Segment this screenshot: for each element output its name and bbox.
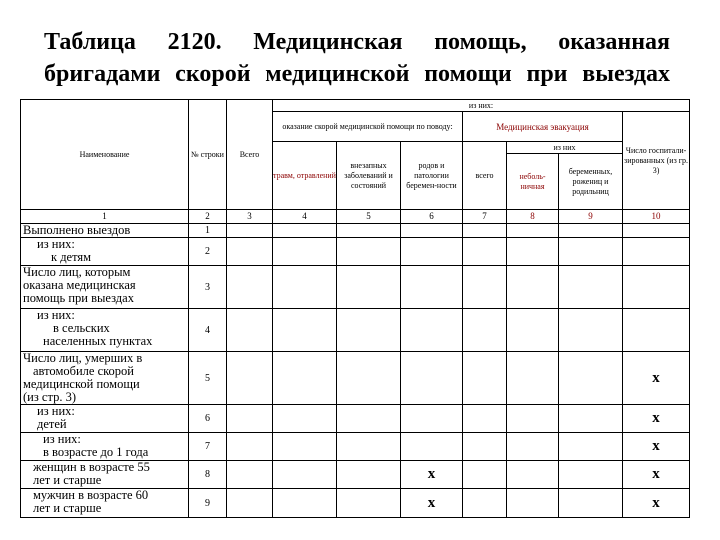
header-trauma: травм, отравлений	[273, 142, 337, 210]
data-cell-col-7[interactable]	[463, 238, 507, 266]
row-name-line: лет и старше	[33, 473, 102, 487]
row-name	[21, 352, 189, 405]
data-cell-col-3[interactable]	[227, 433, 273, 461]
row-name-line: в сельских	[53, 321, 110, 335]
row-number: 2	[189, 238, 227, 266]
data-cell-col-8[interactable]	[507, 489, 559, 518]
row-name-line: в возрасте до 1 года	[43, 445, 149, 459]
row-number: 1	[189, 224, 227, 238]
medical-aid-table	[20, 99, 690, 518]
header-of-them: из них:	[273, 100, 690, 112]
row-name	[21, 266, 189, 309]
row-name-line: Число лиц, которым	[23, 265, 131, 279]
col-number: 8	[507, 210, 559, 224]
row-number: 7	[189, 433, 227, 461]
data-cell-col-5[interactable]	[337, 405, 401, 433]
row-name-line: Число лиц, умерших в	[23, 351, 143, 365]
row-number: 5	[189, 352, 227, 405]
table-row	[21, 352, 690, 405]
col-number: 2	[189, 210, 227, 224]
page-title	[44, 26, 670, 90]
data-cell-col-4[interactable]	[273, 489, 337, 518]
col-number: 7	[463, 210, 507, 224]
data-cell-col-9[interactable]	[559, 352, 623, 405]
row-name-line: оказана медицинская	[23, 278, 136, 292]
data-cell-col-5[interactable]	[337, 352, 401, 405]
row-name-line: помощь при выездах	[23, 291, 134, 305]
data-cell-col-4[interactable]	[273, 266, 337, 309]
row-name-line: детей	[37, 417, 67, 431]
header-name: Наименование	[21, 100, 189, 210]
data-cell-col-9[interactable]	[559, 489, 623, 518]
row-name-line: лет и старше	[33, 501, 102, 515]
row-name	[21, 489, 189, 518]
data-cell-col-9[interactable]	[559, 461, 623, 489]
row-name-line: из них:	[43, 432, 81, 446]
data-cell-col-7[interactable]	[463, 309, 507, 352]
row-name-line: из них:	[37, 237, 75, 251]
data-cell-col-5[interactable]	[337, 266, 401, 309]
data-cell-col-3[interactable]	[227, 352, 273, 405]
data-cell-col-9[interactable]	[559, 224, 623, 238]
row-name-line: из них:	[37, 308, 75, 322]
data-cell-col-3[interactable]	[227, 405, 273, 433]
data-cell-col-7[interactable]	[463, 405, 507, 433]
row-number: 4	[189, 309, 227, 352]
col-number: 1	[21, 210, 189, 224]
data-cell-col-8[interactable]	[507, 224, 559, 238]
header-total: Всего	[227, 100, 273, 210]
data-cell-col-6[interactable]	[401, 352, 463, 405]
data-cell-col-4[interactable]	[273, 352, 337, 405]
data-cell-col-3[interactable]	[227, 489, 273, 518]
data-cell-col-10[interactable]	[623, 309, 690, 352]
table-row	[21, 405, 690, 433]
data-cell-col-7[interactable]	[463, 433, 507, 461]
table-row	[21, 489, 690, 518]
row-number: 9	[189, 489, 227, 518]
data-cell-col-6[interactable]: x	[401, 489, 463, 518]
header-evac-pregnant: беременных, рожениц и родильниц	[559, 154, 623, 210]
data-cell-col-8[interactable]	[507, 461, 559, 489]
data-cell-col-6[interactable]	[401, 405, 463, 433]
data-cell-col-4[interactable]	[273, 405, 337, 433]
data-cell-col-5[interactable]	[337, 238, 401, 266]
row-name	[21, 224, 189, 238]
data-cell-col-10[interactable]: x	[623, 352, 690, 405]
data-cell-col-6[interactable]	[401, 266, 463, 309]
data-cell-col-7[interactable]	[463, 352, 507, 405]
data-cell-col-3[interactable]	[227, 309, 273, 352]
row-name-line: медицинской помощи	[23, 377, 140, 391]
data-cell-col-3[interactable]	[227, 461, 273, 489]
data-cell-col-9[interactable]	[559, 238, 623, 266]
data-cell-col-6[interactable]	[401, 224, 463, 238]
row-name-line: Выполнено выездов	[23, 223, 131, 237]
table-row	[21, 224, 690, 238]
header-evac-total: всего	[463, 142, 507, 210]
row-name-line: из них:	[37, 404, 75, 418]
title-line-1: Таблица 2120. Медицинская помощь, оказанная	[44, 29, 670, 55]
row-number: 3	[189, 266, 227, 309]
header-sudden: внезапных заболеваний и состояний	[337, 142, 401, 210]
data-cell-col-7[interactable]	[463, 266, 507, 309]
data-cell-col-9[interactable]	[559, 266, 623, 309]
row-name	[21, 461, 189, 489]
data-cell-col-3[interactable]	[227, 224, 273, 238]
col-number: 9	[559, 210, 623, 224]
data-cell-col-5[interactable]	[337, 309, 401, 352]
data-cell-col-8[interactable]	[507, 238, 559, 266]
data-cell-col-7[interactable]	[463, 461, 507, 489]
table-row	[21, 461, 690, 489]
data-cell-col-8[interactable]	[507, 309, 559, 352]
table-body	[21, 224, 690, 518]
data-cell-col-8[interactable]	[507, 352, 559, 405]
data-cell-col-5[interactable]	[337, 461, 401, 489]
data-cell-col-8[interactable]	[507, 405, 559, 433]
header-evac-of-them: из них	[507, 142, 623, 154]
row-number: 6	[189, 405, 227, 433]
data-cell-col-4[interactable]	[273, 238, 337, 266]
col-number: 3	[227, 210, 273, 224]
row-name-line: населенных пунктах	[43, 334, 153, 348]
row-name-line: к детям	[51, 250, 92, 264]
data-cell-col-6[interactable]	[401, 238, 463, 266]
column-numbers-row	[21, 210, 690, 224]
row-name	[21, 405, 189, 433]
data-cell-col-10[interactable]	[623, 266, 690, 309]
col-number: 4	[273, 210, 337, 224]
header-childbirth: родов и патологии беремен-ности	[401, 142, 463, 210]
data-cell-col-5[interactable]	[337, 224, 401, 238]
table-row	[21, 238, 690, 266]
data-cell-col-3[interactable]	[227, 238, 273, 266]
title-line-2: бригадами скорой медицинской помощи при выездах	[44, 61, 670, 87]
data-cell-col-8[interactable]	[507, 266, 559, 309]
row-number: 8	[189, 461, 227, 489]
data-cell-col-7[interactable]	[463, 224, 507, 238]
data-cell-col-10[interactable]	[623, 224, 690, 238]
row-name-line: женщин в возрасте 55	[33, 460, 150, 474]
row-name-line: мужчин в возрасте 60	[33, 488, 149, 502]
data-cell-col-4[interactable]	[273, 224, 337, 238]
row-name	[21, 309, 189, 352]
data-cell-col-6[interactable]	[401, 309, 463, 352]
data-cell-col-10[interactable]: x	[623, 433, 690, 461]
row-name-line: (из стр. 3)	[23, 390, 76, 404]
header-hospitalized: Число госпитали-зированных (из гр. 3)	[623, 112, 690, 210]
data-cell-col-5[interactable]	[337, 433, 401, 461]
data-cell-col-5[interactable]	[337, 489, 401, 518]
data-cell-col-4[interactable]	[273, 309, 337, 352]
data-cell-col-8[interactable]	[507, 433, 559, 461]
header-evac-nonhospital: неболь- ничная	[507, 154, 559, 210]
data-cell-col-9[interactable]	[559, 433, 623, 461]
row-name	[21, 238, 189, 266]
table-row	[21, 266, 690, 309]
table-row	[21, 309, 690, 352]
table-row	[21, 433, 690, 461]
col-number: 6	[401, 210, 463, 224]
data-cell-col-9[interactable]	[559, 405, 623, 433]
header-aid-reason: оказание скорой медицинской помощи по поводу:	[273, 112, 463, 142]
data-cell-col-9[interactable]	[559, 309, 623, 352]
col-number: 5	[337, 210, 401, 224]
row-name-line: автомобиле скорой	[33, 364, 134, 378]
header-row-no: № строки	[189, 100, 227, 210]
data-cell-col-7[interactable]	[463, 489, 507, 518]
data-cell-col-10[interactable]	[623, 238, 690, 266]
row-name	[21, 433, 189, 461]
data-cell-col-4[interactable]	[273, 433, 337, 461]
data-cell-col-10[interactable]: x	[623, 405, 690, 433]
data-cell-col-6[interactable]: x	[401, 461, 463, 489]
data-cell-col-4[interactable]	[273, 461, 337, 489]
header-evacuation: Медицинская эвакуация	[463, 112, 623, 142]
data-cell-col-10[interactable]: x	[623, 461, 690, 489]
data-cell-col-6[interactable]	[401, 433, 463, 461]
data-cell-col-10[interactable]: x	[623, 489, 690, 518]
col-number: 10	[623, 210, 690, 224]
data-cell-col-3[interactable]	[227, 266, 273, 309]
